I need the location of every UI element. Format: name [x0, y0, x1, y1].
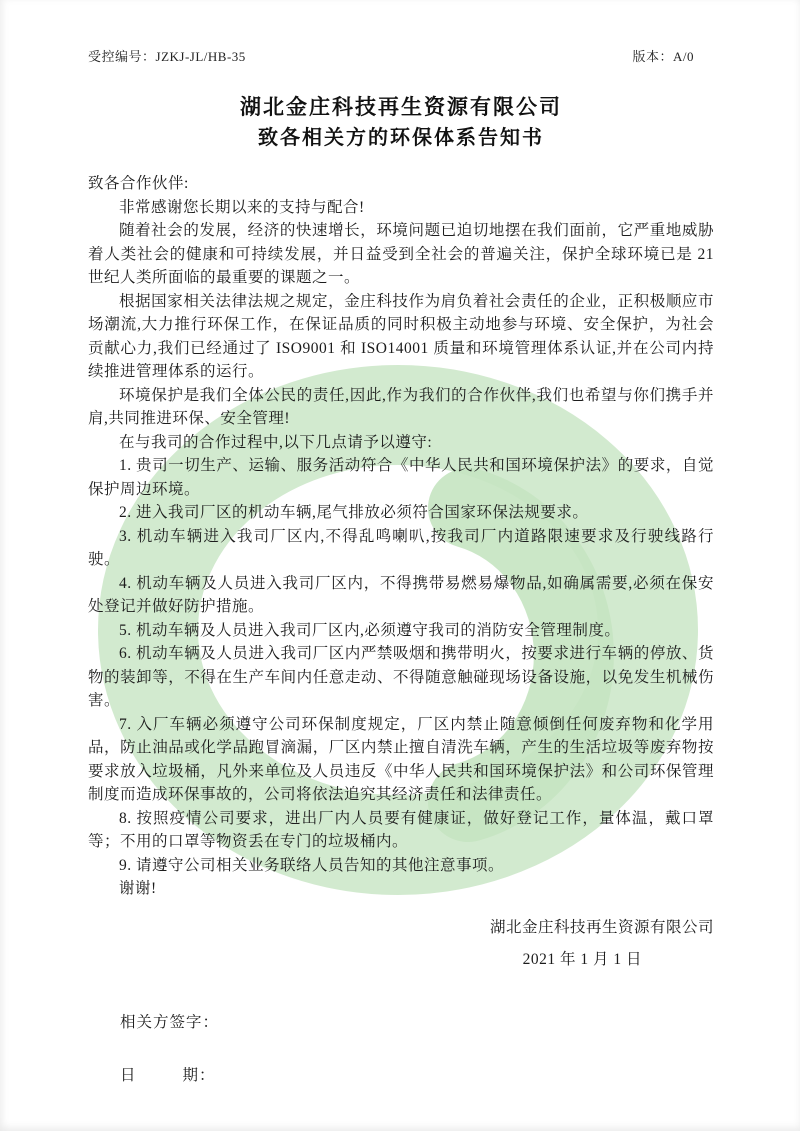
body-text	[88, 172, 714, 901]
paragraph-responsibility: 环境保护是我们全体公民的责任,因此,作为我们的合作伙伴,我们也希望与你们携手并肩,共同推进环保、安全管理!	[88, 386, 714, 427]
version-label: 版本：	[632, 49, 673, 64]
clause-1: 1. 贵司一切生产、运输、服务活动符合《中华人民共和国环境保护法》的要求，自觉保护周边环境。	[88, 457, 714, 498]
control-number	[88, 46, 246, 65]
clause-3: 3. 机动车辆进入我司厂区内,不得乱鸣喇叭,按我司厂内道路限速要求及行驶线路行驶。	[88, 527, 714, 568]
closing-block	[88, 912, 714, 976]
clause-8: 8. 按照疫情公司要求，进出厂内人员要有健康证，做好登记工作，量体温，戴口罩等；不用的口罩等物资丢在专门的垃圾桶内。	[88, 809, 714, 850]
clause-9: 9. 请遵守公司相关业务联络人员告知的其他注意事项。	[119, 856, 505, 874]
party-signature-label: 相关方签字：	[120, 1013, 220, 1031]
paragraph-company-policy: 根据国家相关法律法规之规定，金庄科技作为肩负着社会责任的企业，正积极顺应市场潮流,大力推行环保工作，在保证品质的同时积极主动地参与环境、安全保护，为社会贡献心力,我们已经通过了 ISO9001 和 ISO14001 质量和环境管理体系认证,并在公司内持续推进管理体系的运行。	[88, 292, 714, 380]
paragraph-intro: 随着社会的发展，经济的快速增长，环境问题已迫切地摆在我们面前，它严重地威胁着人类社会的健康和可持续发展，并日益受到全社会的普遍关注，保护全球环境已是 21 世纪人类所面临的最重要的课题之一。	[88, 222, 714, 286]
date-line	[120, 1063, 714, 1089]
company-title: 湖北金庄科技再生资源有限公司	[240, 96, 562, 119]
closing-date: 2021 年 1 月 1 日	[522, 950, 642, 968]
paragraph-rules-lead-in: 在与我司的合作过程中,以下几点请予以遵守:	[119, 433, 433, 451]
clause-4: 4. 机动车辆及人员进入我司厂区内，不得携带易燃易爆物品,如确属需要,必须在保安处登记并做好防护措施。	[88, 574, 714, 615]
party-signature-line	[120, 1010, 714, 1036]
version-value: A/0	[673, 49, 694, 64]
signature-block	[88, 1010, 714, 1089]
paragraph-thanks: 非常感谢您长期以来的支持与配合!	[119, 198, 365, 216]
document-title: 致各相关方的环保体系告知书	[258, 127, 544, 149]
control-number-value: JZKJ-JL/HB-35	[155, 49, 246, 64]
clause-5: 5. 机动车辆及人员进入我司厂区内,必须遵守我司的消防安全管理制度。	[119, 621, 621, 639]
closing-company-name: 湖北金庄科技再生资源有限公司	[489, 918, 714, 936]
date-label-right: 期：	[182, 1066, 216, 1084]
date-label-left: 日	[120, 1066, 137, 1084]
clause-7: 7. 入厂车辆必须遵守公司环保制度规定，厂区内禁止随意倾倒任何废弃物和化学用品，防止油品或化学品跑冒滴漏，厂区内禁止擅自清洗车辆，产生的生活垃圾等废弃物按要求放入垃圾桶，凡外来单位及人员违反《中华人民共和国环境保护法》和公司环保管理制度而造成环保事故的，公司将依法追究其经济责任和法律责任。	[88, 715, 714, 803]
paragraph-thank-you: 谢谢!	[119, 880, 157, 897]
salutation: 致各合作伙伴:	[88, 175, 189, 192]
clause-2: 2. 进入我司厂区的机动车辆,尾气排放必须符合国家环保法规要求。	[119, 504, 589, 521]
document-header	[88, 46, 714, 65]
control-number-label: 受控编号：	[88, 49, 156, 64]
clause-6: 6. 机动车辆及人员进入我司厂区内严禁吸烟和携带明火，按要求进行车辆的停放、货物的装卸等，不得在生产车间内任意走动、不得随意触碰现场设备设施，以免发生机械伤害。	[88, 645, 714, 709]
title-block	[88, 93, 714, 154]
version	[632, 46, 694, 65]
